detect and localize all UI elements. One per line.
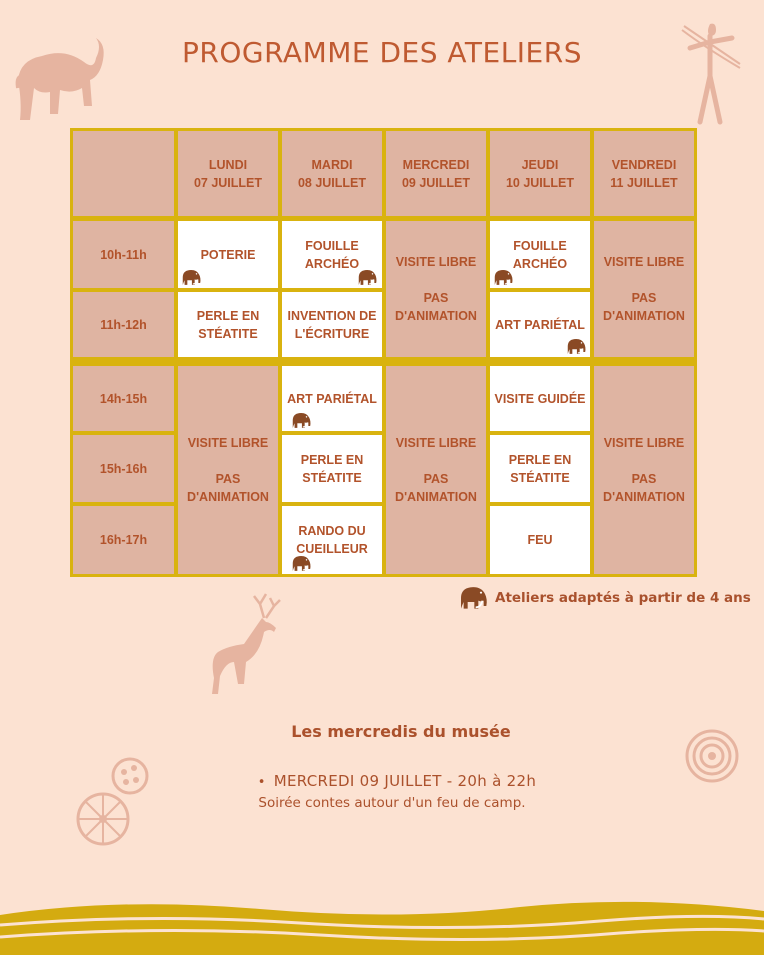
mammoth-icon: [492, 268, 514, 287]
time-label: 15h-16h: [73, 435, 174, 502]
activity-cell: VISITE LIBRE PAS D'ANIMATION: [594, 221, 694, 357]
time-label: 14h-15h: [73, 366, 174, 431]
event-line: [0, 772, 764, 790]
activity-cell: PERLE EN STÉATITE: [282, 435, 382, 502]
corner-cell: [73, 131, 174, 216]
activity-cell: VISITE LIBRE PAS D'ANIMATION: [594, 366, 694, 574]
activity-cell: FEU: [490, 506, 590, 574]
day-header: VENDREDI 11 JUILLET: [594, 131, 694, 216]
hunter-drawing: [676, 18, 746, 130]
activity-cell: FOUILLE ARCHÉO: [282, 221, 382, 288]
activity-cell: VISITE GUIDÉE: [490, 366, 590, 431]
legend: Ateliers adaptés à partir de 4 ans: [457, 584, 751, 612]
event-title: MERCREDI 09 JUILLET - 20h à 22h: [273, 772, 537, 790]
activity-cell: ART PARIÉTAL: [490, 292, 590, 357]
activity-cell: PERLE EN STÉATITE: [178, 292, 278, 357]
bullet: •: [257, 775, 266, 790]
activity-cell: INVENTION DE L'ÉCRITURE: [282, 292, 382, 357]
activity-cell: VISITE LIBRE PAS D'ANIMATION: [386, 366, 486, 574]
activity-cell: POTERIE: [178, 221, 278, 288]
gold-wave-decoration: [0, 895, 764, 955]
event-description: Soirée contes autour d'un feu de camp.: [258, 795, 526, 811]
mammoth-icon: [180, 268, 202, 287]
mammoth-drawing: [10, 18, 110, 128]
day-header: LUNDI 07 JUILLET: [178, 131, 278, 216]
day-header: MERCREDI 09 JUILLET: [386, 131, 486, 216]
section-subtitle: Les mercredis du musée: [291, 722, 511, 741]
page-title: PROGRAMME DES ATELIERS: [182, 36, 582, 69]
mammoth-icon: [356, 268, 378, 287]
mammoth-icon: [457, 584, 489, 612]
time-label: 16h-17h: [73, 506, 174, 574]
day-header: MARDI 08 JUILLET: [282, 131, 382, 216]
mammoth-icon: [290, 411, 312, 430]
mammoth-icon: [565, 337, 587, 356]
deer-drawing: [204, 588, 284, 698]
activity-cell: FOUILLE ARCHÉO: [490, 221, 590, 288]
activity-cell: RANDO DU CUEILLEUR: [282, 506, 382, 574]
activity-cell: VISITE LIBRE PAS D'ANIMATION: [178, 366, 278, 574]
time-label: 10h-11h: [73, 221, 174, 288]
activity-cell: PERLE EN STÉATITE: [490, 435, 590, 502]
mammoth-icon: [290, 554, 312, 573]
activity-cell: ART PARIÉTAL: [282, 366, 382, 431]
day-header: JEUDI 10 JUILLET: [490, 131, 590, 216]
time-label: 11h-12h: [73, 292, 174, 357]
activity-cell: VISITE LIBRE PAS D'ANIMATION: [386, 221, 486, 357]
